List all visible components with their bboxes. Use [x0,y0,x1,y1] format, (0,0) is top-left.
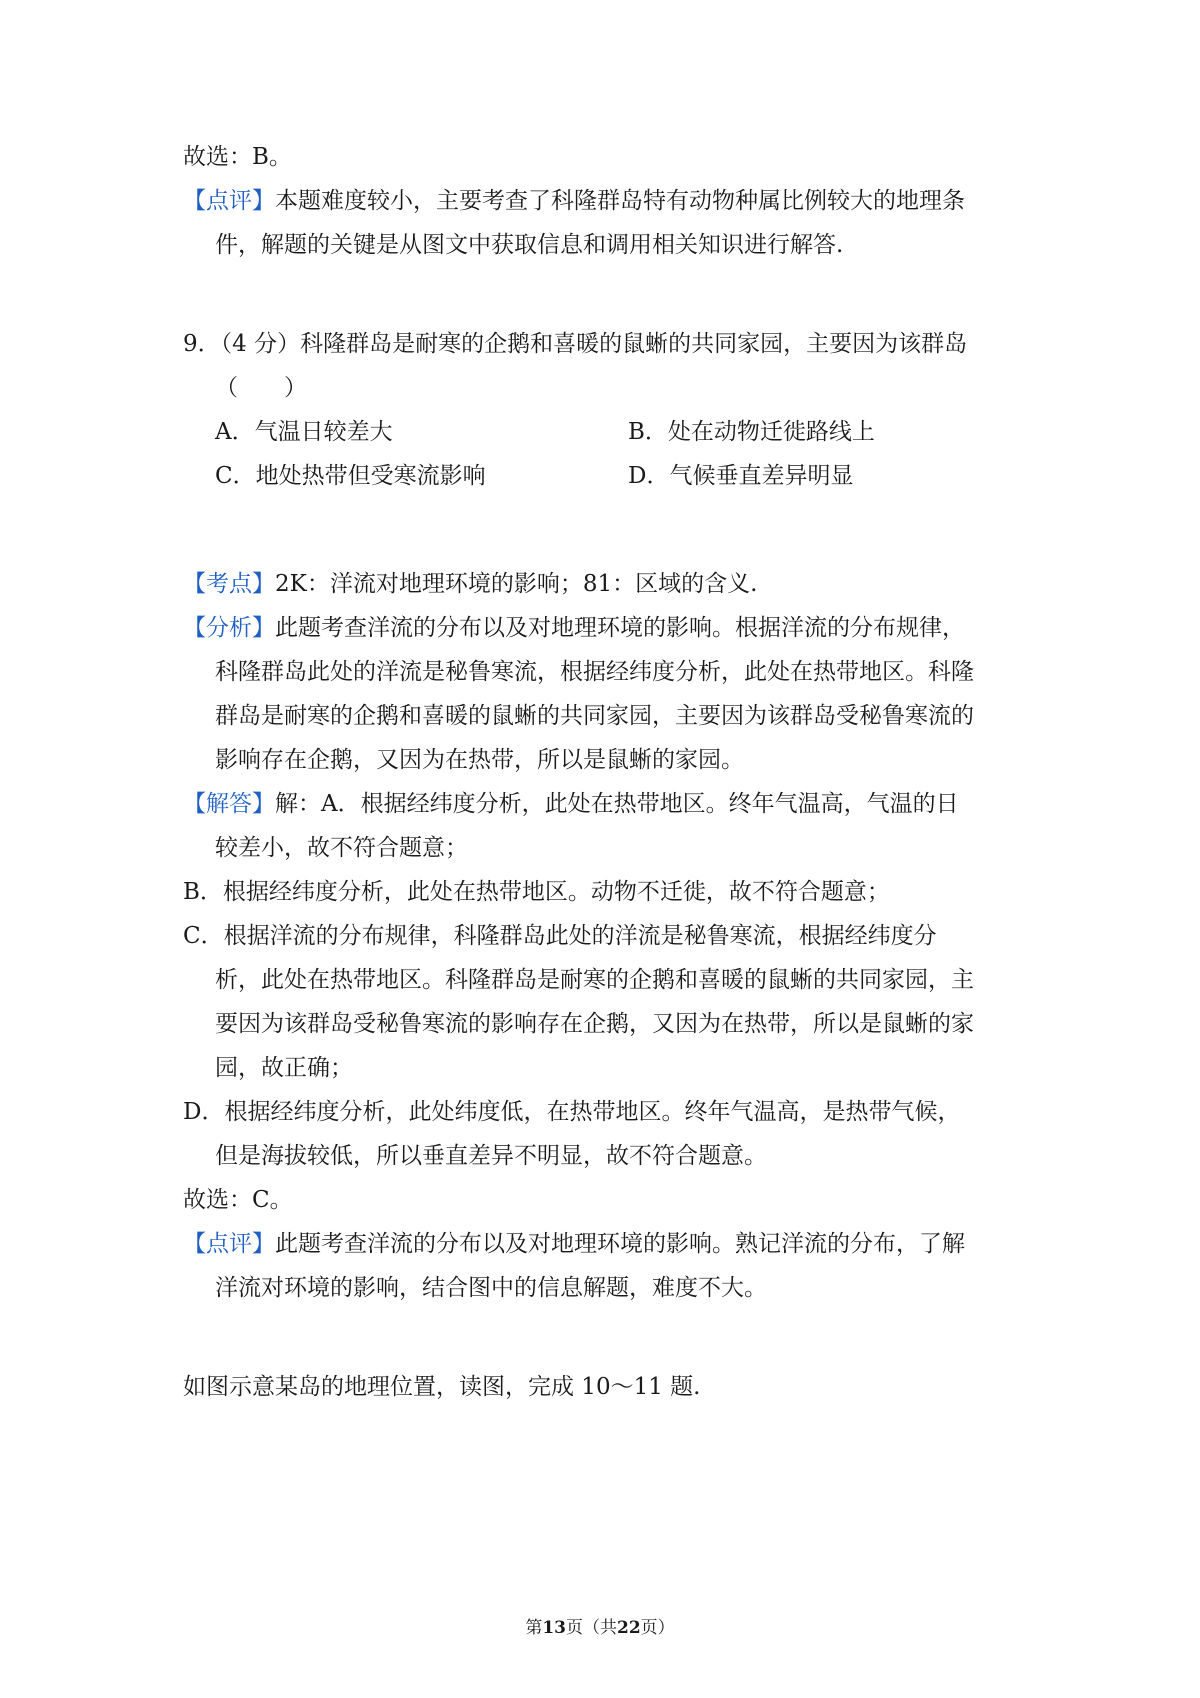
footer-page-number: 13 [542,1618,566,1638]
footer-total-pages: 22 [617,1618,641,1638]
fenxi-tag: 【分析】 [183,615,275,641]
prev-comment-line1 [183,185,965,217]
fenxi-line3: 群岛是耐寒的企鹅和喜暖的鼠蜥的共同家园，主要因为该群岛受秘鲁寒流的 [215,703,974,729]
question-stem-line1: 9．（4 分）科隆群岛是耐寒的企鹅和喜暖的鼠蜥的共同家园，主要因为该群岛 [183,331,968,357]
fenxi-text1: 此题考查洋流的分布以及对地理环境的影响。根据洋流的分布规律， [275,615,965,641]
prev-comment-text1: 本题难度较小，主要考查了科隆群岛特有动物种属比例较大的地理条 [275,188,965,214]
jieda-c2: 析，此处在热带地区。科隆群岛是耐寒的企鹅和喜暖的鼠蜥的共同家园，主 [215,967,974,993]
dianping-text1: 此题考查洋流的分布以及对地理环境的影响。熟记洋流的分布，了解 [275,1231,965,1257]
jieda-c3: 要因为该群岛受秘鲁寒流的影响存在企鹅，又因为在热带，所以是鼠蜥的家 [215,1011,974,1037]
next-question-intro: 如图示意某岛的地理位置，读图，完成 10～11 题. [183,1374,701,1400]
dianping-line2: 洋流对环境的影响，结合图中的信息解题，难度不大。 [215,1275,767,1301]
jieda-line1 [183,788,959,820]
footer-suffix: 页） [640,1618,675,1638]
prev-answer: 故选：B。 [183,144,292,170]
footer-mid: 页（共 [566,1618,617,1638]
jieda-text1: 解：A．根据经纬度分析，此处在热带地区。终年气温高，气温的日 [275,791,959,817]
jieda-c4: 园，故正确； [215,1055,353,1081]
option-a: A．气温日较差大 [215,419,393,445]
comment-tag: 【点评】 [183,188,275,214]
kaodian-text: 2K：洋流对地理环境的影响；81：区域的含义. [275,571,758,597]
jieda-c1: C．根据洋流的分布规律，科隆群岛此处的洋流是秘鲁寒流，根据经纬度分 [183,923,937,949]
jieda-d2: 但是海拔较低，所以垂直差异不明显，故不符合题意。 [215,1143,767,1169]
kaodian-tag: 【考点】 [183,571,275,597]
option-b: B．处在动物迁徙路线上 [628,419,875,445]
option-d: D．气候垂直差异明显 [628,463,854,489]
fenxi-line2: 科隆群岛此处的洋流是秘鲁寒流，根据经纬度分析，此处在热带地区。科隆 [215,659,974,685]
fenxi-line4: 影响存在企鹅，又因为在热带，所以是鼠蜥的家园。 [215,747,744,773]
fenxi-line1 [183,612,965,644]
dianping-tag: 【点评】 [183,1231,275,1257]
page-footer [0,1616,1200,1640]
prev-comment-line2: 件，解题的关键是从图文中获取信息和调用相关知识进行解答. [215,232,844,258]
jieda-b: B．根据经纬度分析，此处在热带地区。动物不迁徙，故不符合题意； [183,879,890,905]
jieda-line2: 较差小，故不符合题意； [215,835,468,861]
kaodian-line [183,568,757,600]
jieda-tag: 【解答】 [183,791,275,817]
question-stem-line2: （ ） [215,375,307,401]
footer-prefix: 第 [525,1618,543,1638]
jieda-answer: 故选：C。 [183,1187,293,1213]
jieda-d1: D．根据经纬度分析，此处纬度低，在热带地区。终年气温高，是热带气候， [183,1099,961,1125]
dianping-line1 [183,1228,965,1260]
option-c: C．地处热带但受寒流影响 [215,463,486,489]
